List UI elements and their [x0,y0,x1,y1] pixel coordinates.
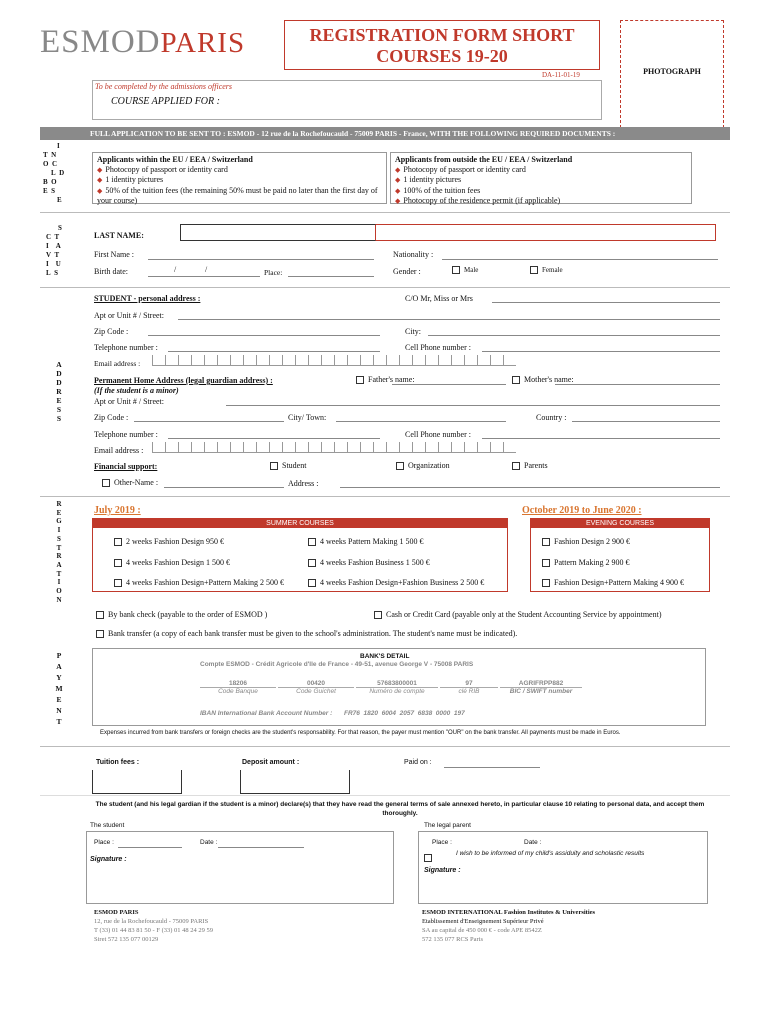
parent-date-label: Date : [524,839,542,846]
city-input[interactable] [428,335,720,336]
bank-code-caption: BIC / SWIFT number [509,688,573,695]
email-char-box[interactable] [464,442,477,453]
bank-account-line: Compte ESMOD - Crédit Agricole d'Ile de France - 49-51, avenue George V - 75008 PARIS [200,661,474,668]
to-be-included-label: I T N O C L D B O E S E [43,142,65,204]
required-doc-text: 100% of the tuition fees [403,185,481,195]
legal-parent-label: The legal parent [424,822,471,829]
course-option[interactable] [114,537,224,546]
email-char-box[interactable] [438,442,451,453]
photo-label: PHOTOGRAPH [643,67,701,76]
email-char-box[interactable] [308,355,321,366]
bullet-icon: ◆ [97,176,103,184]
transfer-label: Bank transfer (a copy of each bank transfer must be given to the school's administration. The student's name must be indicated). [108,629,518,638]
other-address-label: Address : [288,479,319,488]
bullet-icon: ◆ [395,165,401,174]
course-label: 4 weeks Pattern Making 1 500 € [320,537,424,546]
student-date-label: Date : [200,839,218,846]
student-date-input[interactable] [218,847,304,848]
course-option[interactable] [114,578,284,587]
eu-title: Applicants within the EU / EEA / Switzerland [97,155,253,164]
mother-name[interactable] [512,375,574,384]
non-eu-box [390,152,692,204]
email-char-box[interactable] [386,355,399,366]
place-input[interactable] [288,276,374,277]
required-doc-item [395,165,687,176]
required-doc-item [395,196,687,207]
course-label: Fashion Design+Pattern Making 4 900 € [554,578,685,587]
email-boxes[interactable] [152,355,516,366]
email-char-box[interactable] [152,442,165,453]
student-place-input[interactable] [118,847,182,848]
course-option[interactable] [542,558,630,567]
gender-label: Gender : [393,267,421,276]
course-applied-label[interactable]: COURSE APPLIED FOR : [111,96,220,107]
documents-banner [40,127,730,140]
footer-left-title: ESMOD PARIS [94,909,139,916]
female-checkbox[interactable] [530,266,538,274]
course-option[interactable] [542,537,630,546]
telephone-input[interactable] [168,351,380,352]
nationality-input[interactable] [442,259,718,260]
email-char-box[interactable] [490,355,503,366]
course-label: 4 weeks Fashion Design+Pattern Making 2 500 € [126,578,285,587]
course-label: 2 weeks Fashion Design 950 € [126,537,224,546]
divider [40,496,730,497]
co-label: C/O Mr, Miss or Mrs [405,294,473,303]
apt-input[interactable] [178,319,720,320]
gender-female[interactable] [530,266,563,274]
deposit-label: Deposit amount : [242,759,300,766]
gender-male[interactable] [452,266,478,274]
footer-left [94,908,213,944]
email-char-box[interactable] [334,355,347,366]
email-char-box[interactable] [321,442,334,453]
other-address-input[interactable] [340,487,720,488]
course-option[interactable] [308,578,484,587]
pay-card[interactable] [374,610,662,619]
bank-code [500,680,582,695]
email-char-box[interactable] [373,442,386,453]
email-char-box[interactable] [243,442,256,453]
organization-checkbox[interactable] [396,462,404,470]
last-name-red-line [376,224,716,241]
email-char-box[interactable] [360,442,373,453]
email-char-box[interactable] [399,442,412,453]
iban-value: FR76 1820 6004 2057 6838 0000 197 [344,710,465,717]
apt-label: Apt or Unit # / Street: [94,311,164,320]
email-char-box[interactable] [334,442,347,453]
cell-input[interactable] [482,351,720,352]
bank-code [278,680,354,695]
required-doc-item [97,186,382,206]
bank-code [200,680,276,695]
title-box [284,20,600,70]
bank-detail-title: BANK'S DETAIL [360,653,410,660]
city-label: City: [405,327,422,336]
bank-code-value: AGRIFRPP882 [500,680,582,688]
bullet-icon: ◆ [395,186,401,195]
email-char-box[interactable] [204,442,217,453]
email-char-box[interactable] [217,442,230,453]
card-label: Cash or Credit Card (payable only at the Student Accounting Service by appointment) [386,610,662,619]
course-option[interactable] [308,537,424,546]
email-char-box[interactable] [282,442,295,453]
bank-code-value: 97 [440,680,498,688]
zip-label: Zip Code : [94,327,129,336]
email-char-box[interactable] [308,442,321,453]
deposit-input[interactable] [240,770,350,794]
divider [40,746,730,747]
pay-bank-check[interactable] [96,610,267,619]
required-doc-item [97,165,382,176]
email-char-box[interactable] [256,442,269,453]
email-char-box[interactable] [412,442,425,453]
other-checkbox[interactable] [102,479,110,487]
organization-label: Organization [408,461,450,470]
email-char-box[interactable] [269,442,282,453]
email-char-box[interactable] [204,355,217,366]
evening-courses-header: EVENING COURSES [531,519,709,528]
eu-box [92,152,387,204]
title-line-2: COURSES 19-20 [376,46,508,66]
zip2-input[interactable] [134,421,284,422]
male-checkbox[interactable] [452,266,460,274]
financial-parents[interactable] [512,461,548,470]
divider [40,212,730,213]
logo-esmod-text: ESMOD [40,24,161,60]
last-name-label: LAST NAME: [94,231,144,240]
email-char-box[interactable] [477,355,490,366]
other-label: Other-Name : [114,478,159,487]
permanent-address-label: Permanent Home Address (legal guardian address) : [94,376,273,385]
paid-on-label: Paid on : [404,759,432,766]
email-char-box[interactable] [347,442,360,453]
course-option[interactable] [114,558,230,567]
email-char-box[interactable] [347,355,360,366]
zip-input[interactable] [148,335,380,336]
bank-code-value: 18206 [200,680,276,688]
email-char-box[interactable] [373,355,386,366]
father-label: Father's name: [368,375,415,384]
birth-date-input[interactable] [148,276,260,277]
the-student-label: The student [90,822,125,829]
last-name-input[interactable] [180,224,376,241]
date-slash: / [205,265,208,274]
parents-label: Parents [524,461,548,470]
student-label: Student [282,461,307,470]
required-doc-text: Photocopy of passport or identity card [403,164,526,174]
email-char-box[interactable] [165,442,178,453]
email-char-box[interactable] [243,355,256,366]
footer-right-type: Etablissement d'Enseignement Supérieur Privé [422,918,544,925]
email-char-box[interactable] [230,442,243,453]
admissions-note: To be completed by the admissions officers [95,82,233,91]
parent-signature-label: Signature : [424,867,461,874]
email-char-box[interactable] [425,355,438,366]
required-doc-text: 1 identity pictures [403,175,462,184]
bullet-icon: ◆ [97,165,103,174]
bank-code-caption: Code Banque [218,688,258,695]
title-line-1: REGISTRATION FORM SHORT [309,25,575,45]
email-char-box[interactable] [165,355,178,366]
telephone2-label: Telephone number : [94,430,158,439]
bank-code-value: 57683800001 [356,680,438,688]
required-doc-item [395,186,687,197]
required-doc-text: Photocopy of passport or identity card [105,164,228,174]
email-char-box[interactable] [399,355,412,366]
course-option[interactable] [308,558,430,567]
email-char-box[interactable] [425,442,438,453]
summer-courses-header: SUMMER COURSES [93,519,507,528]
email-char-box[interactable] [217,355,230,366]
course-checkbox[interactable] [308,538,316,546]
telephone2-input[interactable] [168,438,380,439]
telephone-label: Telephone number : [94,343,158,352]
bullet-icon: ◆ [395,176,401,184]
course-checkbox[interactable] [114,538,122,546]
footer-right-rcs: 572 135 077 RCS Paris [422,936,484,943]
course-checkbox[interactable] [542,579,550,587]
october-heading: October 2019 to June 2020 : [522,505,642,516]
divider [40,287,730,288]
course-checkbox[interactable] [542,538,550,546]
email-char-box[interactable] [412,355,425,366]
course-label: 4 weeks Fashion Business 1 500 € [320,558,430,567]
father-checkbox[interactable] [356,376,364,384]
email-char-box[interactable] [386,442,399,453]
email-char-box[interactable] [152,355,165,366]
email-char-box[interactable] [490,442,503,453]
city2-input[interactable] [336,421,506,422]
required-doc-text: 50% of the tuition fees (the remaining 50% must be paid no later than the first day of your course) [97,185,378,205]
nationality-label: Nationality : [393,250,434,259]
paid-on-input[interactable] [444,767,540,768]
mother-checkbox[interactable] [512,376,520,384]
email-char-box[interactable] [256,355,269,366]
course-checkbox[interactable] [308,559,316,567]
course-label: 4 weeks Fashion Design+Fashion Business 2 500 € [320,578,485,587]
other-input[interactable] [164,487,284,488]
if-minor-note: (If the student is a minor) [94,386,179,395]
form-ref: DA-11-01-19 [542,71,580,79]
inform-checkbox[interactable] [424,854,432,862]
parent-signature-box[interactable] [418,831,708,904]
father-input[interactable] [392,384,506,385]
tuition-fees-label: Tuition fees : [96,759,140,766]
address-label: A D D R E S S [56,360,62,423]
photo-box[interactable] [620,20,724,138]
civil-status-label: S C T I A V T I U L S [46,224,62,277]
cell2-label: Cell Phone number : [405,430,471,439]
banner-text: FULL APPLICATION TO BE SENT TO : ESMOD - 12 rue de la Rochefoucauld - 75009 PARIS - France, WITH THE FOLLOWING REQUIRED DOCUMENTS : [90,129,616,138]
tuition-fees-input[interactable] [92,770,182,794]
expenses-note: Expenses incurred from bank transfers or foreign checks are the student's responsability. For that reason, the payer must mention "OUR" on the bank transfer. All payments must be made in Euros. [100,730,621,736]
cell2-input[interactable] [482,438,720,439]
zip2-label: Zip Code : [94,413,129,422]
course-label: 4 weeks Fashion Design 1 500 € [126,558,230,567]
email-char-box[interactable] [295,355,308,366]
birth-date-label: Birth date: [94,267,128,276]
parent-place-label: Place : [432,839,452,846]
pay-transfer[interactable] [96,629,517,638]
email-char-box[interactable] [503,355,516,366]
bank-code-caption: Numéro de compte [369,688,425,695]
city2-label: City/ Town: [288,413,327,422]
bullet-icon: ◆ [97,186,103,195]
course-checkbox[interactable] [114,579,122,587]
email-char-box[interactable] [438,355,451,366]
financial-other[interactable] [102,478,158,487]
student-signature-label: Signature : [90,856,127,863]
footer-right [422,908,595,944]
footer-right-capital: SA au capital de 450 000 € - code APE 8542Z [422,927,542,934]
card-checkbox[interactable] [374,611,382,619]
apt2-input[interactable] [226,405,720,406]
email-char-box[interactable] [503,442,516,453]
registration-label: R E G I S T R A T I O N [56,500,62,604]
footer-left-siret: Siret 572 135 077 00129 [94,936,159,943]
cell-label: Cell Phone number : [405,343,471,352]
email-label: Email address : [94,359,141,368]
first-name-input[interactable] [148,259,374,260]
footer-left-address: 12, rue de la Rochefoucauld - 75009 PARIS [94,918,209,925]
student-signature-box[interactable] [86,831,394,904]
email-char-box[interactable] [360,355,373,366]
email-char-box[interactable] [451,442,464,453]
payment-label: P A Y M E N T [55,651,63,726]
bank-code [440,680,498,695]
bank-check-label: By bank check (payable to the order of ESMOD ) [108,610,268,619]
date-slash: / [174,265,177,274]
first-name-label: First Name : [94,250,134,259]
email-char-box[interactable] [282,355,295,366]
bank-code-caption: clé RIB [458,688,480,695]
required-doc-item [97,175,382,186]
male-label: Male [464,266,479,274]
declaration-text: The student (and his legal gardian if the student is a minor) declare(s) that they have read the general terms of sale annexed hereto, in particular clause 10 relating to personal data, and accept them thoroughly. [95,801,705,817]
required-doc-text: Photocopy of the residence permit (if applicable) [403,196,561,205]
bank-check-checkbox[interactable] [96,611,104,619]
country-input[interactable] [572,421,720,422]
mother-input[interactable] [555,384,720,385]
inform-label: I wish to be informed of my child's assiduity and scholastic results [456,849,645,857]
apt2-label: Apt or Unit # / Street: [94,397,164,406]
transfer-checkbox[interactable] [96,630,104,638]
footer-right-title: ESMOD INTERNATIONAL Fashion Institutes & Universities [422,909,596,916]
co-input[interactable] [492,302,720,303]
email-char-box[interactable] [477,442,490,453]
admissions-box [92,80,602,120]
course-option[interactable] [542,578,684,587]
female-label: Female [542,266,563,274]
place-label: Place: [264,268,283,277]
email-char-box[interactable] [230,355,243,366]
bank-code-caption: Code Guichet [296,688,336,695]
financial-organization[interactable] [396,461,450,470]
email-char-box[interactable] [178,442,191,453]
country-label: Country : [536,413,567,422]
july-heading: July 2019 : [94,505,141,516]
course-label: Pattern Making 2 900 € [554,558,630,567]
footer-left-phone: T (33) 01 44 83 81 50 - F (33) 01 48 24 29 59 [94,927,214,934]
required-doc-text: 1 identity pictures [105,175,164,184]
email-char-box[interactable] [464,355,477,366]
required-doc-item [395,175,687,186]
email-char-box[interactable] [321,355,334,366]
student-address-label: STUDENT - personal address : [94,294,201,303]
student-checkbox[interactable] [270,462,278,470]
financial-support-label: Financial support: [94,462,158,471]
student-place-label: Place : [94,839,114,846]
logo-paris-text: PARIS [160,27,246,59]
bank-code [356,680,438,695]
course-checkbox[interactable] [308,579,316,587]
email-char-box[interactable] [191,355,204,366]
bullet-icon: ◆ [395,197,401,205]
email-char-box[interactable] [178,355,191,366]
course-checkbox[interactable] [542,559,550,567]
email-char-box[interactable] [269,355,282,366]
inform-option[interactable] [424,848,645,862]
email-char-box[interactable] [295,442,308,453]
esmod-logo [40,24,245,61]
mother-label: Mother's name: [524,375,574,384]
email-char-box[interactable] [451,355,464,366]
email-char-box[interactable] [191,442,204,453]
father-name[interactable] [356,375,415,384]
email2-boxes[interactable] [152,442,516,453]
iban-label: IBAN International Bank Account Number : [200,710,333,717]
divider [40,795,730,796]
non-eu-title: Applicants from outside the EU / EEA / Switzerland [395,155,573,164]
parents-checkbox[interactable] [512,462,520,470]
course-label: Fashion Design 2 900 € [554,537,630,546]
bank-code-value: 00420 [278,680,354,688]
course-checkbox[interactable] [114,559,122,567]
financial-student[interactable] [270,461,306,470]
email2-label: Email address : [94,446,144,455]
